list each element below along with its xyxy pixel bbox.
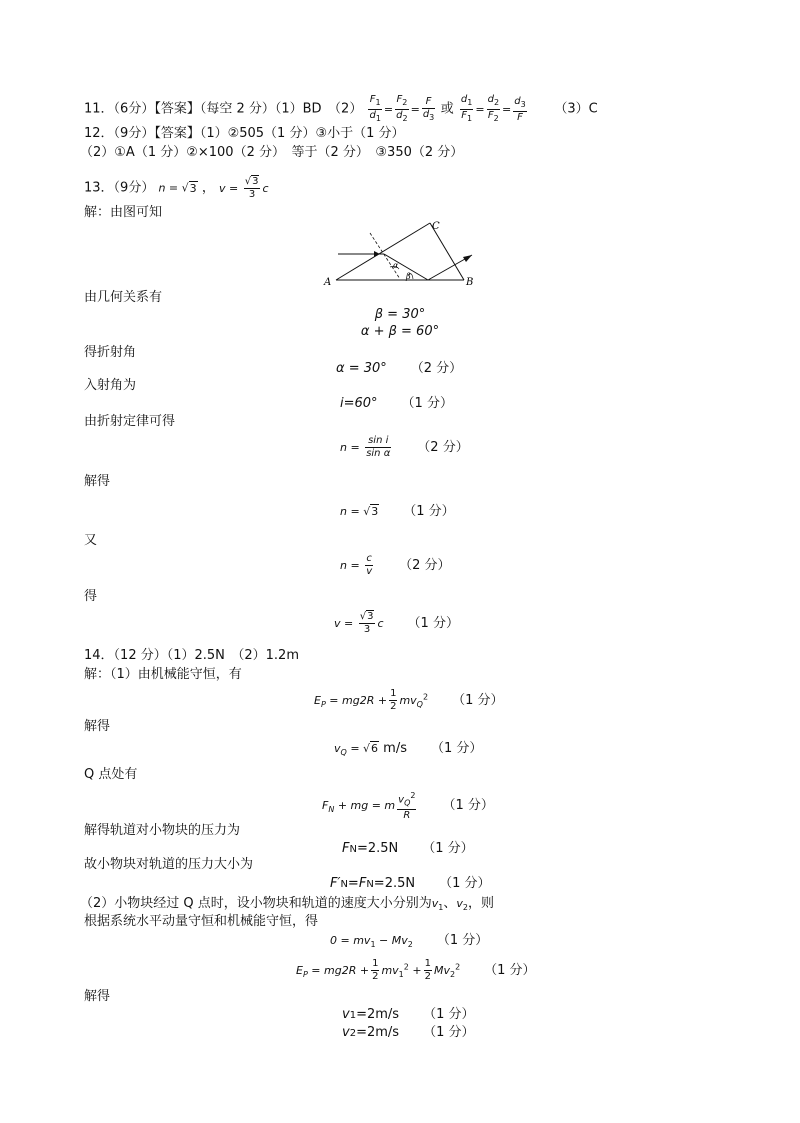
q13-again-label: 又 xyxy=(84,533,98,548)
q14-fn-eq: $F_N$ + mg = m $\frac{v_Q^2}{R}$ （1 分） xyxy=(322,791,494,822)
fraction-f2-d2: $\frac{F_2}{d_2}$ xyxy=(396,94,408,123)
alpha-label: α xyxy=(393,261,399,270)
beta-label: β xyxy=(406,272,411,281)
q13-inc-label: 入射角为 xyxy=(84,378,137,393)
q14-v1-value: v1=2m/s （1 分） xyxy=(342,1007,475,1022)
q13-solve-label: 解得 xyxy=(84,474,111,489)
q12-line2: （2）①A（1 分）②×100（2 分） 等于（2 分） ③350（2 分） xyxy=(80,145,464,160)
q14-fn2-value: F′N=FN=2.5N （1 分） xyxy=(330,876,491,891)
q13-law-eq: n = $\frac{\text{sin i}}{\text{sin α}}$ （2 分） xyxy=(340,435,469,459)
q14-v2-value: v2=2m/s （1 分） xyxy=(342,1025,475,1040)
q13-get-label: 得 xyxy=(84,589,98,604)
q13-geo-label: 由几何关系有 xyxy=(84,290,163,305)
prism-diagram xyxy=(320,215,490,290)
fraction-d3-f: $\frac{d_3}{F}$ xyxy=(514,95,526,123)
q12-line1: 12．（9分）【答案】（1）②505（1 分）③小于（1 分） xyxy=(84,126,405,141)
q14-fn-value: FN=2.5N （1 分） xyxy=(342,841,474,856)
q13-sum-eq: α + β = 60° xyxy=(360,324,440,339)
q14-solve2-label: 解得 xyxy=(84,989,111,1004)
q14-energy-eq: $E_P = mg2R$ + $\frac{1}{2}$ $mv_1^2$ + $\frac{1}{2}$ $Mv_2^2$ （1 分） xyxy=(296,958,536,982)
q14-track-label: 解得轨道对小物块的压力为 xyxy=(84,823,241,838)
q13-beta-eq: β = 30° xyxy=(374,307,426,322)
q14-press-label: 故小物块对轨道的压力大小为 xyxy=(84,857,254,872)
q11-line: 11．（6分）【答案】（每空 2 分）（1）BD （2） $\frac{F_1}{d_1}$ = $\frac{F_2}{d_2}$ = $\frac{F}{d_3}$ 或 $\frac{d_1}{F_1}$ = $\frac{d_2}{F_2}$ = $\frac{d_3}{F}$ （3）C xyxy=(84,94,598,123)
q14-momentum-eq: $0 = mv_1 - Mv_2$ （1 分） xyxy=(330,933,489,950)
q13-law-label: 由折射定律可得 xyxy=(84,414,176,429)
fraction-f1-d1: $\frac{F_1}{d_1}$ xyxy=(369,94,381,123)
q11-prefix: 11．（6分）【答案】（每空 2 分）（1）BD （2） xyxy=(84,101,363,117)
q11-or: 或 xyxy=(440,101,454,117)
q13-intro: 解：由图可知 xyxy=(84,205,163,220)
q13-nc-eq: n = $\frac{c}{v}$ （2 分） xyxy=(340,553,451,577)
q14-part2-line2: 根据系统水平动量守恒和机械能守恒，得 xyxy=(84,914,319,929)
q14-solve1-label: 解得 xyxy=(84,719,111,734)
q13-i-eq: i=60° （1 分） xyxy=(340,396,453,411)
q14-part2-line1: （2）小物块经过 Q 点时，设小物块和轨道的速度大小分别为$v_1$、$v_2$，则 xyxy=(80,896,495,913)
q13-refr-label: 得折射角 xyxy=(84,345,137,360)
q14-vq-eq: $v_Q = √6$ m/s （1 分） xyxy=(334,741,483,758)
vertex-b-label: B xyxy=(466,277,474,288)
vertex-a-label: A xyxy=(324,277,332,288)
q13-n-result: n = √3 （1 分） xyxy=(340,504,455,519)
fraction-d2-f2: $\frac{d_2}{F_2}$ xyxy=(487,94,500,123)
q13-alpha-eq: α = 30° （2 分） xyxy=(336,361,463,376)
q14-qpoint-label: Q 点处有 xyxy=(84,767,138,782)
q14-ep-eq: $E_P = mg2R$ + $\frac{1}{2}$ $mv_Q^2$ （1 分） xyxy=(314,688,504,712)
vertex-c-label: C xyxy=(432,221,440,232)
q13-header: 13．（9分） n = √3 ， v = $\frac{√3}{3}$ c xyxy=(84,176,269,200)
fraction-f-d3: $\frac{F}{d_3}$ xyxy=(422,95,435,122)
q11-suffix: （3）C xyxy=(554,101,598,117)
q13-v-result: v = $\frac{√3}{3}$ c （1 分） xyxy=(334,611,459,635)
fraction-d1-f1: $\frac{d_1}{F_1}$ xyxy=(460,94,473,123)
q14-intro: 解：（1）由机械能守恒，有 xyxy=(84,667,242,682)
q14-header: 14．（12 分）（1）2.5N （2）1.2m xyxy=(84,648,299,663)
